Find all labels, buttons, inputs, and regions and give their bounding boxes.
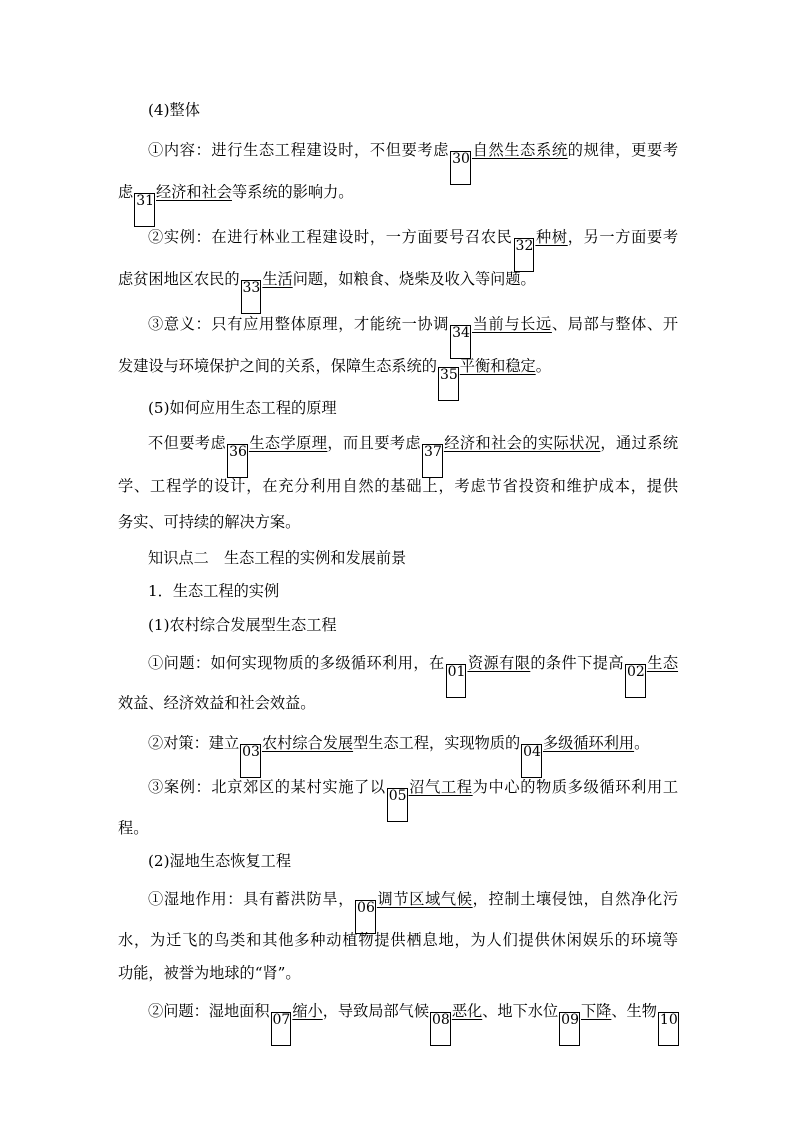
blank-number: 06 bbox=[355, 900, 376, 934]
section-heading: 知识点二 生态工程的实例和发展前景 bbox=[148, 549, 407, 567]
text-line: 虑贫困地区农民的 33 生活问题，如粮食、烧柴及收入等问题。 bbox=[118, 269, 678, 314]
text-line: ③案例：北京郊区的某村实施了以 05 沼气工程为中心的物质多级循环利用工 bbox=[148, 777, 678, 822]
blank-number: 36 bbox=[227, 444, 248, 478]
blank-number: 04 bbox=[521, 744, 542, 778]
heading-5: (5)如何应用生态工程的原理 bbox=[148, 399, 337, 417]
text-line: ②对策：建立 03 农村综合发展型生态工程，实现物质的 04 多级循环利用。 bbox=[148, 733, 678, 778]
text-line: 学、工程学的设计，在充分利用自然的基础上，考虑节省投资和维护成本，提供 bbox=[118, 477, 678, 495]
blank-number: 10 bbox=[658, 1012, 679, 1046]
blank-number: 09 bbox=[559, 1012, 580, 1046]
blank-number: 32 bbox=[514, 238, 535, 272]
blank-number: 03 bbox=[240, 744, 261, 778]
blank-number: 02 bbox=[625, 664, 646, 698]
text-line: 不但要考虑 36 生态学原理，而且要考虑 37 经济和社会的实际状况，通过系统 bbox=[148, 433, 678, 478]
blank-number: 01 bbox=[446, 664, 467, 698]
text-line: ①内容：进行生态工程建设时，不但要考虑 30 自然生态系统的规律，更要考 bbox=[148, 140, 678, 185]
text-line: 务实、可持续的解决方案。 bbox=[118, 513, 301, 531]
blank-number: 33 bbox=[241, 280, 262, 314]
subsection-heading: 1．生态工程的实例 bbox=[148, 582, 280, 600]
text-line: 效益、经济效益和社会效益。 bbox=[118, 694, 316, 712]
blank-number: 08 bbox=[430, 1012, 451, 1046]
text-line: ③意义：只有应用整体原理，才能统一协调 34 当前与长远、局部与整体、开 bbox=[148, 314, 678, 359]
blank-number: 31 bbox=[134, 193, 155, 227]
text-line: ②实例：在进行林业工程建设时，一方面要号召农民 32 种树，另一方面要考 bbox=[148, 227, 678, 272]
blank-number: 34 bbox=[450, 325, 471, 359]
text-line: 发建设与环境保护之间的关系，保障生态系统的 35 平衡和稳定。 bbox=[118, 356, 678, 401]
blank-number: 37 bbox=[422, 444, 443, 478]
blank-number: 30 bbox=[450, 151, 471, 185]
text-line: ①问题：如何实现物质的多级循环利用，在 01 资源有限的条件下提高 02 生态 bbox=[148, 653, 678, 698]
text-line: 虑 31 经济和社会等系统的影响力。 bbox=[118, 182, 678, 227]
text-line: ②问题：湿地面积 07 缩小，导致局部气候 08 恶化、地下水位 09 下降、生物 10 bbox=[148, 1001, 678, 1046]
text-line: 水，为迁飞的鸟类和其他多种动植物提供栖息地，为人们提供休闲娱乐的环境等 bbox=[118, 931, 678, 949]
blank-number: 07 bbox=[271, 1012, 292, 1046]
text-line: ①湿地作用：具有蓄洪防旱， 06 调节区域气候，控制土壤侵蚀，自然净化污 bbox=[148, 889, 678, 934]
blank-number: 05 bbox=[387, 788, 408, 822]
text-line: 程。 bbox=[118, 819, 149, 837]
blank-number: 35 bbox=[438, 367, 459, 401]
heading-2: (2)湿地生态恢复工程 bbox=[148, 852, 292, 870]
heading-1: (1)农村综合发展型生态工程 bbox=[148, 616, 337, 634]
heading-4: (4)整体 bbox=[148, 101, 200, 119]
text-line: 功能，被誉为地球的“肾”。 bbox=[118, 964, 301, 982]
